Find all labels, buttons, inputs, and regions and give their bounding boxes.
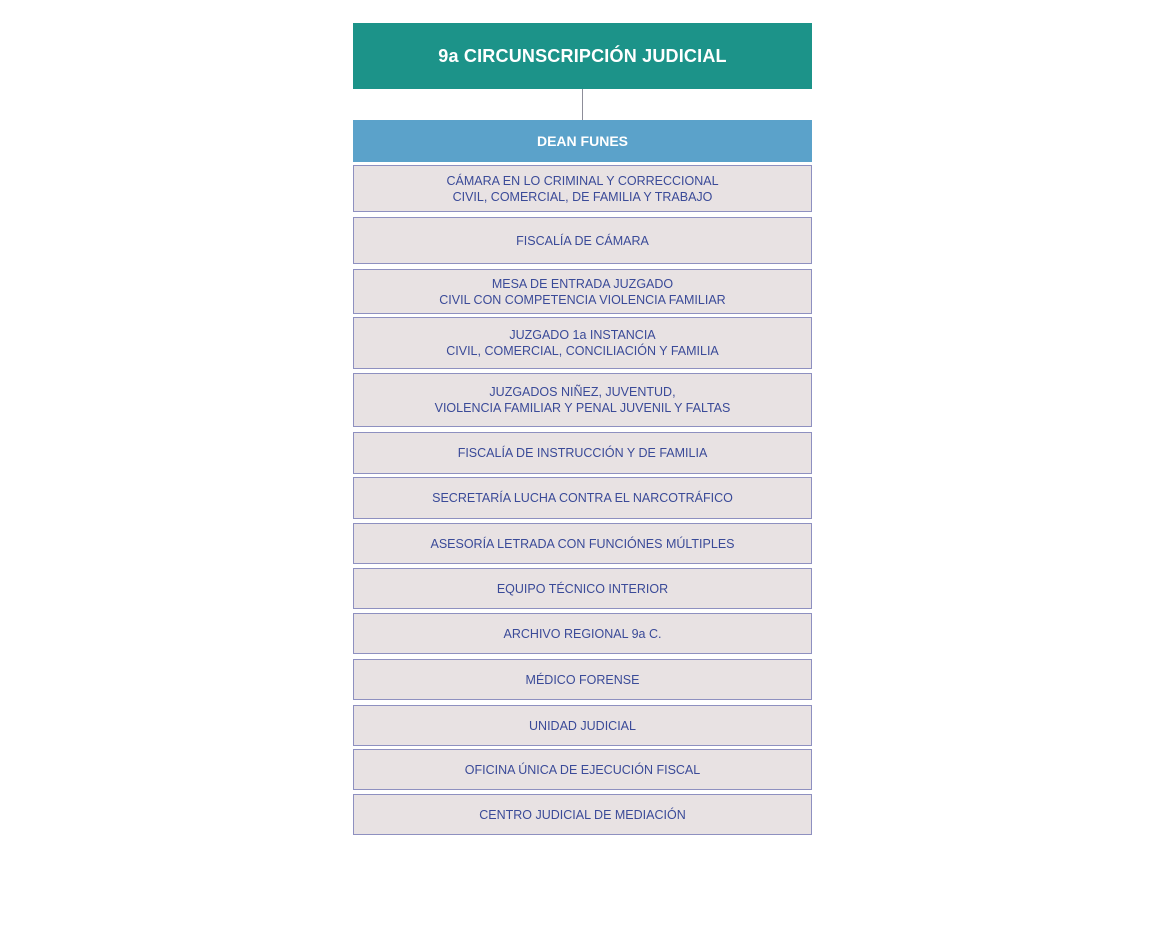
unit-box xyxy=(353,705,812,746)
unit-label-line: ARCHIVO REGIONAL 9a C. xyxy=(503,626,662,641)
unit-label-line: OFICINA ÚNICA DE EJECUCIÓN FISCAL xyxy=(464,762,701,777)
unit-label-line: CIVIL, COMERCIAL, DE FAMILIA Y TRABAJO xyxy=(452,189,713,204)
unit-box xyxy=(353,568,812,609)
unit-label xyxy=(458,445,708,461)
root-node xyxy=(353,23,812,89)
unit-box xyxy=(353,794,812,835)
unit-label xyxy=(439,276,725,308)
connector-line xyxy=(582,89,583,120)
unit-label-line: FISCALÍA DE CÁMARA xyxy=(516,233,649,248)
unit-label xyxy=(432,490,733,506)
branch-title: DEAN FUNES xyxy=(536,133,628,149)
unit-box xyxy=(353,373,812,427)
unit-box xyxy=(353,165,812,212)
unit-label-line: CENTRO JUDICIAL DE MEDIACIÓN xyxy=(479,807,686,822)
unit-label-line: EQUIPO TÉCNICO INTERIOR xyxy=(496,581,669,596)
unit-label-line: CIVIL, COMERCIAL, CONCILIACIÓN Y FAMILIA xyxy=(446,344,719,358)
unit-label xyxy=(446,327,719,359)
unit-label-line: VIOLENCIA FAMILIAR Y PENAL JUVENIL Y FALTAS xyxy=(434,401,731,415)
unit-label-line: JUZGADO 1a INSTANCIA xyxy=(509,328,656,342)
unit-label xyxy=(446,173,718,205)
unit-label xyxy=(430,536,734,552)
unit-label xyxy=(526,672,640,688)
unit-label xyxy=(529,718,636,734)
unit-label xyxy=(516,233,649,249)
unit-box xyxy=(353,749,812,790)
unit-label xyxy=(497,581,668,597)
root-title: 9a CIRCUNSCRIPCIÓN JUDICIAL xyxy=(438,45,727,66)
unit-label-line: CIVIL CON COMPETENCIA VIOLENCIA FAMILIAR xyxy=(439,292,726,307)
unit-box xyxy=(353,269,812,314)
unit-label xyxy=(465,762,700,778)
unit-box xyxy=(353,477,812,519)
unit-box xyxy=(353,217,812,264)
unit-box xyxy=(353,659,812,700)
unit-label-line: CÁMARA EN LO CRIMINAL Y CORRECCIONAL xyxy=(446,173,719,188)
unit-label-line: FISCALÍA DE INSTRUCCIÓN Y DE FAMILIA xyxy=(457,446,708,460)
unit-box xyxy=(353,613,812,654)
unit-label xyxy=(479,807,686,823)
unit-box xyxy=(353,317,812,369)
unit-label xyxy=(504,626,662,642)
unit-box xyxy=(353,523,812,564)
unit-label xyxy=(435,384,731,416)
unit-label-line: UNIDAD JUDICIAL xyxy=(529,718,636,733)
unit-label-line: ASESORÍA LETRADA CON FUNCIÓNES MÚLTIPLES xyxy=(430,536,735,551)
unit-label-line: SECRETARÍA LUCHA CONTRA EL NARCOTRÁFICO xyxy=(432,491,733,505)
org-chart xyxy=(353,23,812,822)
branch-node xyxy=(353,120,812,162)
unit-label-line: MESA DE ENTRADA JUZGADO xyxy=(491,276,674,291)
unit-box xyxy=(353,432,812,474)
unit-label-line: MÉDICO FORENSE xyxy=(525,672,640,687)
unit-label-line: JUZGADOS NIÑEZ, JUVENTUD, xyxy=(489,385,676,399)
